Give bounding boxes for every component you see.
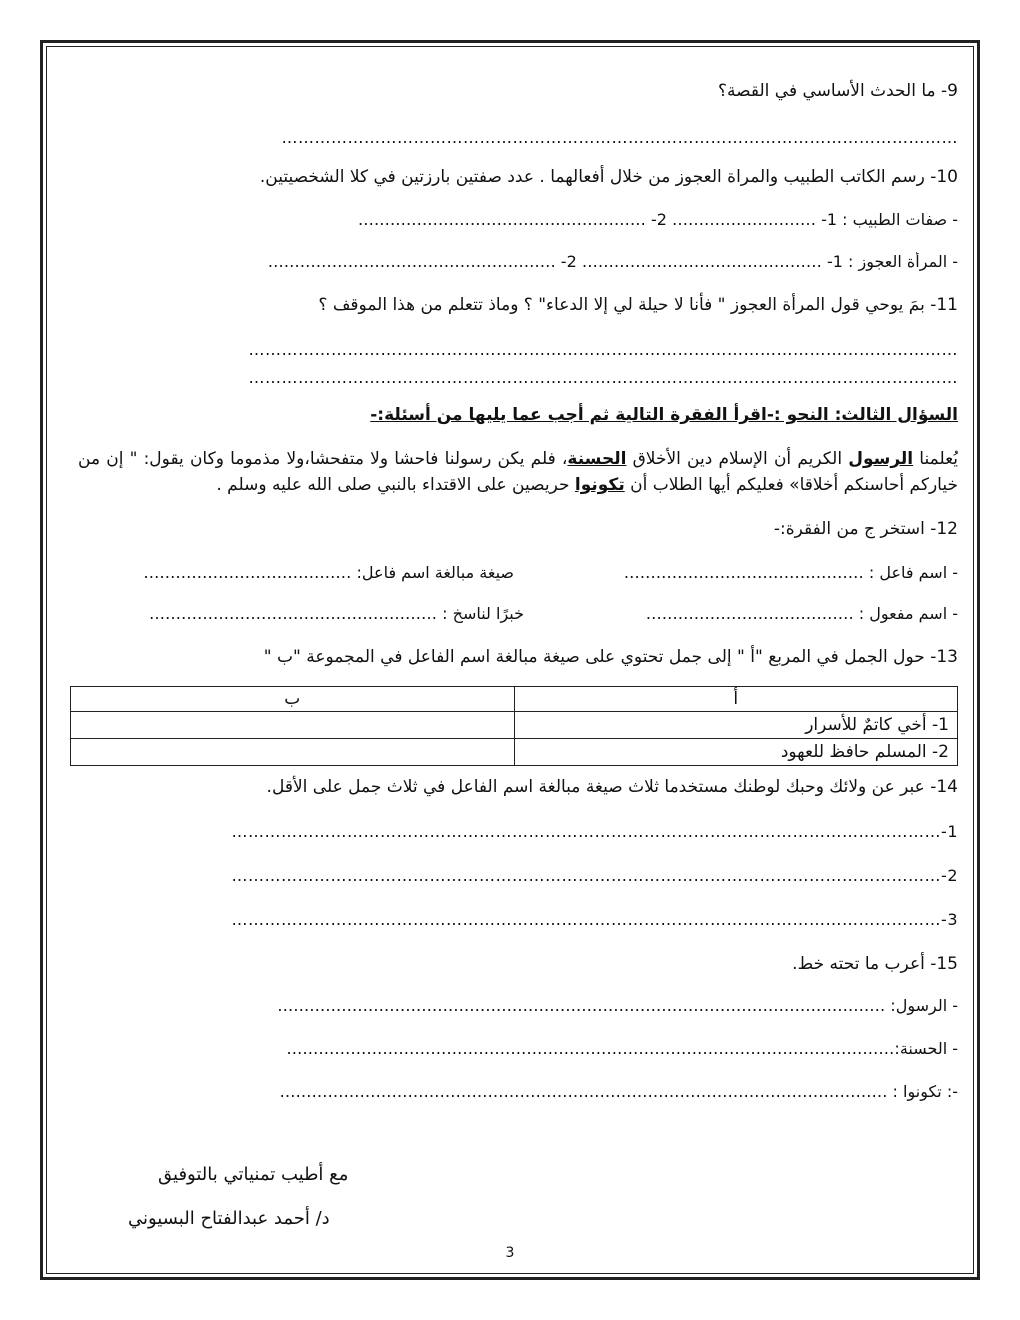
author-signature: د/ أحمد عبدالفتاح البسيوني xyxy=(128,1208,330,1229)
q15-parse-rasool: - الرسول: …………………………………………………………………………………………………… xyxy=(277,996,958,1015)
para-text-4: حريصين على الاقتداء بالنبي صلى الله عليه وسلم . xyxy=(216,475,575,495)
q13-table xyxy=(70,686,958,766)
q14-text: 14- عبر عن ولائك وحبك لوطنك مستخدما ثلاث صيغة مبالغة اسم الفاعل في ثلاث جمل على الأقل. xyxy=(266,777,958,797)
q12-intensive-form: صيغة مبالغة اسم فاعل: ………………………………… xyxy=(143,563,514,582)
q11-text: 11- بمَ يوحي قول المرأة العجوز " فأنا لا حيلة لي إلا الدعاء" ؟ وماذ تتعلم من هذا الموقف ؟ xyxy=(318,295,958,315)
q13-text: 13- حول الجمل في المربع "أ " إلى جمل تحتوي على صيغة مبالغة اسم الفاعل في المجموعة "ب " xyxy=(263,647,958,667)
closing-wish: مع أطيب تمنياتي بالتوفيق xyxy=(158,1164,349,1185)
q9-answer-blank: …………………………………………………………………………………………………………… xyxy=(281,128,958,147)
q14-answer-1: 1-………………………………………………………………………………………………………………… xyxy=(231,822,958,841)
q10-text: 10- رسم الكاتب الطبيب والمراة العجوز من خلال أفعالهما . عدد صفتين بارزتين في كلا الشخصيتين. xyxy=(259,167,958,187)
q12-text: 12- استخر ج من الفقرة:- xyxy=(773,519,958,539)
row-1-answer[interactable] xyxy=(71,712,515,739)
para-text-1: يُعلمنا xyxy=(913,449,959,469)
column-a-header: أ xyxy=(514,687,958,712)
q14-answer-2: 2-………………………………………………………………………………………………………………… xyxy=(231,866,958,885)
q11-answer-line-2: ………………………………………………………………………………………………………………… xyxy=(248,368,958,387)
underlined-word-takoonoo: تكونوا xyxy=(574,475,625,495)
section3-heading: السؤال الثالث: النحو :-اقرأ الفقرة التالية ثم أجب عما يليها من أسئلة:- xyxy=(370,405,958,425)
table-row xyxy=(71,712,958,739)
table-row xyxy=(71,739,958,766)
q14-answer-3: 3-………………………………………………………………………………………………………………… xyxy=(231,910,958,929)
q12-khabar: خبرًا لناسخ : ……………………………………………… xyxy=(149,604,524,623)
row-2-answer[interactable] xyxy=(71,739,515,766)
page-number: 3 xyxy=(505,1245,515,1261)
q9-text: 9- ما الحدث الأساسي في القصة؟ xyxy=(717,81,958,101)
q12-agent-noun: - اسم فاعل : ……………………………………… xyxy=(623,563,958,582)
section3-paragraph xyxy=(78,446,958,498)
q11-answer-line-1: ………………………………………………………………………………………………………………… xyxy=(248,340,958,359)
para-text-3: ، فلم يكن رسولنا فاحشا ولا متفحشا،ولا مذموما وكان يقول: " إن من خياركم أحاسنكم أخلاقا» فعليكم أيها الطلاب أن xyxy=(78,449,958,495)
q10-doctor-traits: - صفات الطبيب : 1- ……………………… 2- ……………………………………………… xyxy=(357,210,958,229)
column-b-header: ب xyxy=(71,687,515,712)
q10-oldwoman-traits: - المرأة العجوز : 1- ……………………………………… 2- ……………………………………………… xyxy=(267,252,958,271)
q15-parse-hasana: - الحسنة:…………………………………………………………………………………………………… xyxy=(286,1039,958,1058)
row-2-sentence: 2- المسلم حافظ للعهود xyxy=(514,739,958,766)
table-header-row xyxy=(71,687,958,712)
row-1-sentence: 1- أخي كاتمٌ للأسرار xyxy=(514,712,958,739)
para-text-2: الكريم أن الإسلام دين الأخلاق xyxy=(626,449,849,469)
underlined-word-rasool: الرسول xyxy=(848,449,914,469)
q15-parse-takoonoo: -: تكونوا : …………………………………………………………………………………………………… xyxy=(279,1082,958,1101)
q15-text: 15- أعرب ما تحته خط. xyxy=(792,954,958,974)
q12-object-noun: - اسم مفعول : ………………………………… xyxy=(645,604,958,623)
underlined-word-hasana: الحسنة xyxy=(567,449,627,469)
